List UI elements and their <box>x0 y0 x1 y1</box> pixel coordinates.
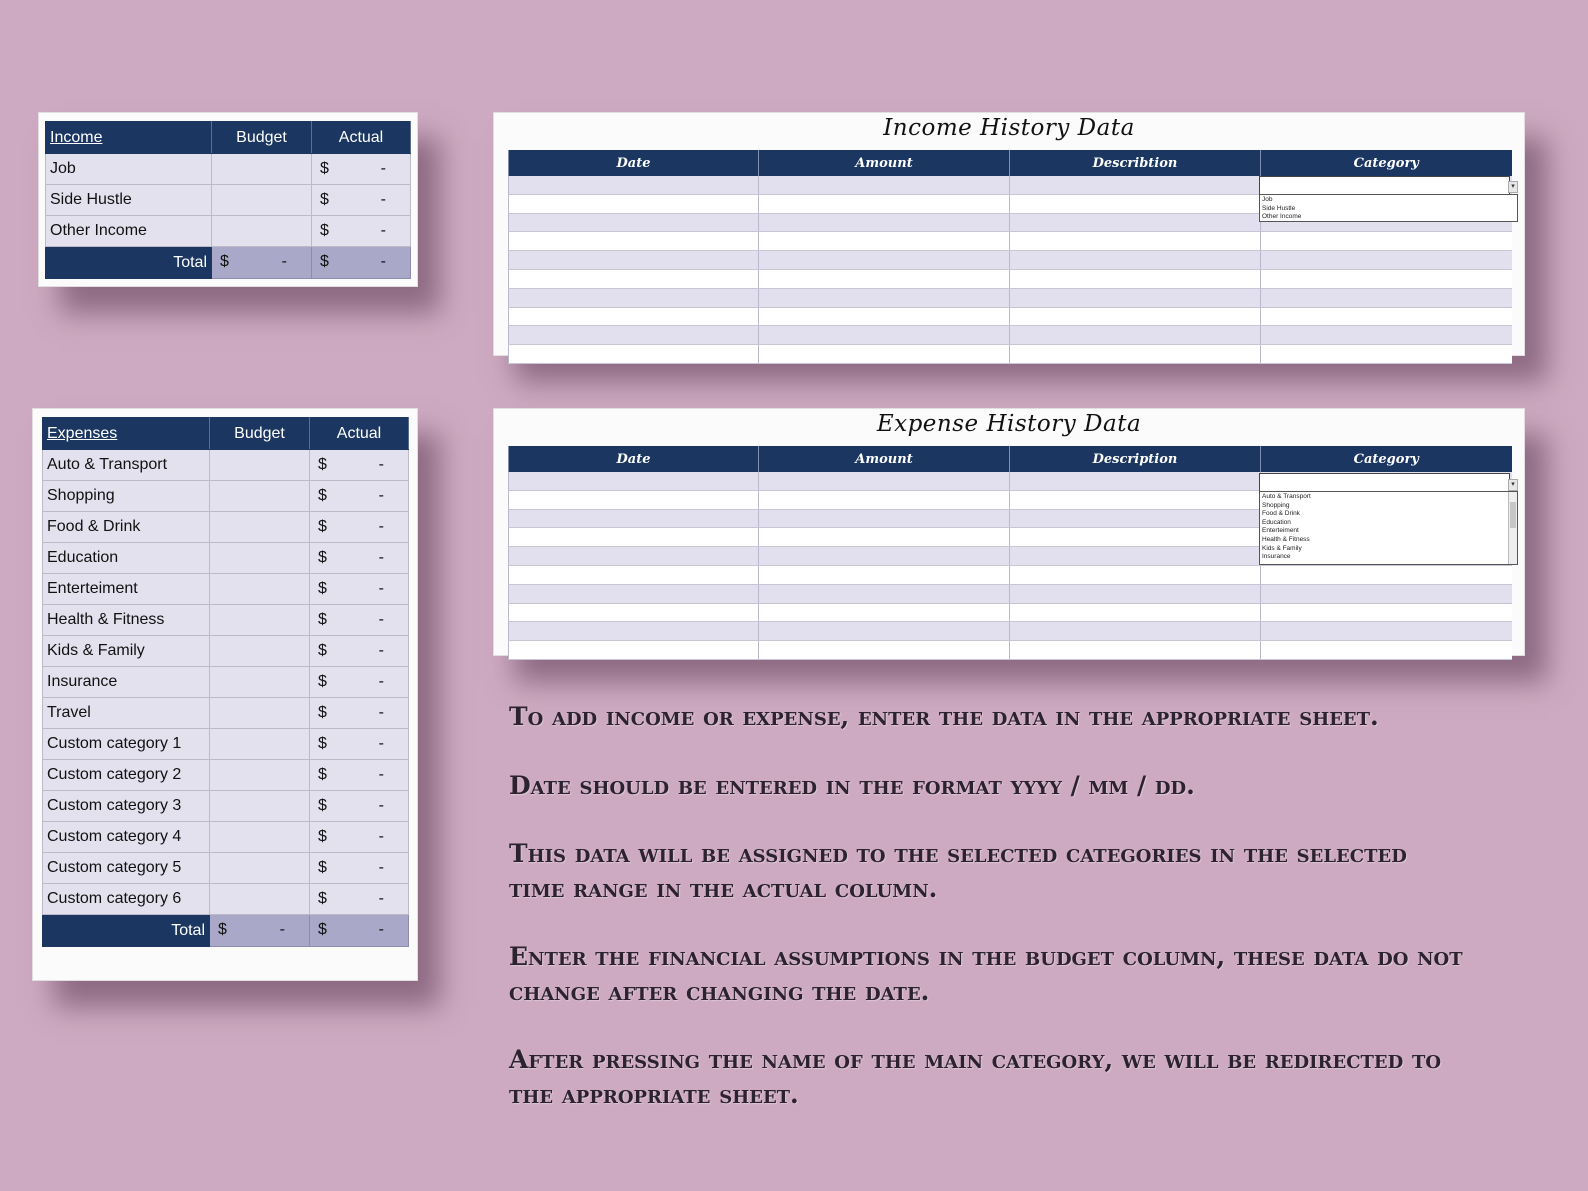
description-cell[interactable] <box>1010 603 1261 622</box>
date-cell[interactable] <box>509 251 759 270</box>
budget-cell[interactable] <box>212 154 312 185</box>
currency-symbol: $ <box>318 859 327 876</box>
category-name: Enterteiment <box>43 574 210 605</box>
expense-history-card <box>493 408 1525 656</box>
currency-symbol: $ <box>218 921 227 938</box>
dropdown-option[interactable]: Other Income <box>1262 213 1302 221</box>
actual-cell <box>310 481 409 512</box>
date-cell[interactable] <box>509 345 759 364</box>
table-row <box>509 603 1512 622</box>
date-column-header: Date <box>509 446 759 472</box>
table-row <box>43 512 409 543</box>
table-row <box>43 481 409 512</box>
category-name: Job <box>46 154 212 185</box>
amount-cell[interactable] <box>759 307 1010 326</box>
category-select-cell[interactable] <box>1259 473 1510 492</box>
category-name: Food & Drink <box>43 512 210 543</box>
date-cell[interactable] <box>509 307 759 326</box>
income-category-link[interactable]: Income <box>46 122 212 154</box>
amount-cell[interactable] <box>759 565 1010 584</box>
actual-cell <box>310 760 409 791</box>
chevron-down-icon[interactable]: ▾ <box>1508 181 1518 193</box>
table-row <box>46 154 411 185</box>
actual-cell <box>310 791 409 822</box>
category-name: Travel <box>43 698 210 729</box>
actual-value: - <box>380 160 386 177</box>
date-cell[interactable] <box>509 326 759 345</box>
category-name: Custom category 4 <box>43 822 210 853</box>
actual-value: - <box>378 766 384 783</box>
income-summary-card <box>38 112 418 287</box>
dropdown-option[interactable]: Auto & Transport <box>1262 493 1311 500</box>
description-cell[interactable] <box>1010 194 1261 213</box>
dropdown-option[interactable]: Insurance <box>1262 553 1291 561</box>
amount-cell[interactable] <box>759 584 1010 603</box>
dropdown-option[interactable]: Food & Drink <box>1262 510 1300 518</box>
income-history-title: Income History Data <box>883 115 1135 141</box>
budget-cell[interactable] <box>210 791 310 822</box>
date-cell[interactable] <box>509 584 759 603</box>
actual-cell <box>312 216 411 247</box>
table-row <box>46 216 411 247</box>
description-cell[interactable] <box>1010 176 1261 194</box>
total-budget-value: - <box>279 921 285 938</box>
amount-cell[interactable] <box>759 194 1010 213</box>
description-cell[interactable] <box>1010 288 1261 307</box>
table-row <box>43 729 409 760</box>
actual-value: - <box>378 611 384 628</box>
dropdown-option[interactable]: Shopping <box>1262 501 1290 509</box>
table-row <box>43 636 409 667</box>
currency-symbol: $ <box>320 160 329 177</box>
amount-cell[interactable] <box>759 490 1010 509</box>
date-cell[interactable] <box>509 176 759 194</box>
date-cell[interactable] <box>509 622 759 641</box>
amount-cell[interactable] <box>759 547 1010 566</box>
date-cell[interactable] <box>509 547 759 566</box>
actual-value: - <box>378 549 384 566</box>
dropdown-option[interactable]: Kids & Family <box>1262 544 1302 552</box>
amount-cell[interactable] <box>759 622 1010 641</box>
currency-symbol: $ <box>318 611 327 628</box>
date-cell[interactable] <box>509 232 759 251</box>
date-cell[interactable] <box>509 194 759 213</box>
actual-cell <box>310 574 409 605</box>
currency-symbol: $ <box>318 487 327 504</box>
dropdown-option[interactable]: Job <box>1262 196 1273 203</box>
actual-value: - <box>378 487 384 504</box>
category-cell[interactable] <box>1261 345 1512 364</box>
table-row <box>509 345 1512 364</box>
actual-cell <box>310 822 409 853</box>
currency-symbol: $ <box>318 518 327 535</box>
expense-summary-table <box>42 417 409 947</box>
total-row <box>43 915 409 947</box>
description-cell[interactable] <box>1010 641 1261 660</box>
currency-symbol: $ <box>318 797 327 814</box>
description-cell[interactable] <box>1010 213 1261 232</box>
budget-cell[interactable] <box>210 853 310 884</box>
instruction-text: To add income or expense, enter the data in the appropriate sheet. <box>509 702 1379 731</box>
category-name: Custom category 6 <box>43 884 210 915</box>
actual-cell <box>310 605 409 636</box>
table-row <box>43 822 409 853</box>
description-cell[interactable] <box>1010 528 1261 547</box>
total-row <box>46 247 411 279</box>
table-row <box>43 853 409 884</box>
expenses-category-link[interactable]: Expenses <box>43 418 210 450</box>
category-cell[interactable] <box>1261 307 1512 326</box>
category-name: Auto & Transport <box>43 450 210 481</box>
currency-symbol: $ <box>318 549 327 566</box>
description-column-header: Description <box>1010 446 1261 472</box>
expense-summary-card <box>32 408 418 981</box>
amount-cell[interactable] <box>759 176 1010 194</box>
actual-cell <box>310 667 409 698</box>
budget-cell[interactable] <box>212 216 312 247</box>
category-name: Custom category 3 <box>43 791 210 822</box>
category-cell[interactable] <box>1261 584 1512 603</box>
amount-column-header: Amount <box>759 446 1010 472</box>
currency-symbol: $ <box>318 766 327 783</box>
amount-cell[interactable] <box>759 528 1010 547</box>
currency-symbol: $ <box>220 253 229 270</box>
currency-symbol: $ <box>320 222 329 239</box>
table-row <box>43 605 409 636</box>
amount-cell[interactable] <box>759 509 1010 528</box>
category-name: Shopping <box>43 481 210 512</box>
category-cell[interactable] <box>1261 251 1512 270</box>
amount-cell[interactable] <box>759 232 1010 251</box>
actual-cell <box>310 450 409 481</box>
description-cell[interactable] <box>1010 307 1261 326</box>
currency-symbol: $ <box>318 735 327 752</box>
description-cell[interactable] <box>1010 565 1261 584</box>
amount-cell[interactable] <box>759 288 1010 307</box>
table-row <box>43 667 409 698</box>
category-name: Health & Fitness <box>43 605 210 636</box>
budget-cell[interactable] <box>210 729 310 760</box>
actual-value: - <box>380 191 386 208</box>
actual-value: - <box>378 828 384 845</box>
description-cell[interactable] <box>1010 472 1261 490</box>
category-name: Kids & Family <box>43 636 210 667</box>
actual-cell <box>312 154 411 185</box>
category-name: Insurance <box>43 667 210 698</box>
instructions <box>509 700 1469 1146</box>
table-row <box>43 760 409 791</box>
total-actual-value: - <box>378 921 384 938</box>
date-cell[interactable] <box>509 213 759 232</box>
table-row <box>509 326 1512 345</box>
amount-cell[interactable] <box>759 269 1010 288</box>
total-label: Total <box>46 247 212 279</box>
currency-symbol: $ <box>318 890 327 907</box>
budget-cell[interactable] <box>210 884 310 915</box>
income-category-dropdown[interactable] <box>1259 194 1518 222</box>
category-column-header: Category <box>1261 446 1512 472</box>
budget-cell[interactable] <box>210 822 310 853</box>
description-cell[interactable] <box>1010 345 1261 364</box>
amount-cell[interactable] <box>759 472 1010 490</box>
total-actual-value: - <box>380 253 386 270</box>
table-row <box>509 232 1512 251</box>
table-row <box>509 641 1512 660</box>
budget-column-header: Budget <box>212 122 312 154</box>
date-cell[interactable] <box>509 528 759 547</box>
budget-cell[interactable] <box>210 512 310 543</box>
table-row <box>509 565 1512 584</box>
table-row <box>43 791 409 822</box>
category-name: Custom category 1 <box>43 729 210 760</box>
budget-column-header: Budget <box>210 418 310 450</box>
instruction-text: After pressing the name of the main category, we will be redirected to the appropriate sheet. <box>509 1045 1442 1109</box>
description-cell[interactable] <box>1010 509 1261 528</box>
description-cell[interactable] <box>1010 326 1261 345</box>
description-cell[interactable] <box>1010 490 1261 509</box>
total-label: Total <box>43 915 210 947</box>
description-cell[interactable] <box>1010 232 1261 251</box>
date-column-header: Date <box>509 150 759 176</box>
category-name: Other Income <box>46 216 212 247</box>
budget-cell[interactable] <box>210 481 310 512</box>
currency-symbol: $ <box>318 704 327 721</box>
total-actual <box>312 247 411 279</box>
actual-cell <box>310 512 409 543</box>
category-cell[interactable] <box>1261 288 1512 307</box>
table-row <box>43 698 409 729</box>
description-cell[interactable] <box>1010 584 1261 603</box>
date-cell[interactable] <box>509 509 759 528</box>
actual-value: - <box>378 735 384 752</box>
instruction-text: This data will be assigned to the selected categories in the selected time range in the actual column. <box>509 839 1407 903</box>
dropdown-option[interactable]: Side Hustle <box>1262 204 1296 212</box>
actual-value: - <box>378 890 384 907</box>
actual-value: - <box>378 673 384 690</box>
date-cell[interactable] <box>509 472 759 490</box>
category-cell[interactable] <box>1261 565 1512 584</box>
expense-history-title: Expense History Data <box>876 411 1142 437</box>
currency-symbol: $ <box>320 191 329 208</box>
actual-value: - <box>380 222 386 239</box>
table-row <box>43 450 409 481</box>
table-row <box>509 584 1512 603</box>
total-actual <box>310 915 409 947</box>
date-cell[interactable] <box>509 565 759 584</box>
date-cell[interactable] <box>509 490 759 509</box>
amount-cell[interactable] <box>759 326 1010 345</box>
category-cell[interactable] <box>1261 232 1512 251</box>
actual-value: - <box>378 642 384 659</box>
budget-cell[interactable] <box>210 636 310 667</box>
actual-cell <box>310 636 409 667</box>
date-cell[interactable] <box>509 603 759 622</box>
income-summary-table <box>45 121 411 279</box>
amount-cell[interactable] <box>759 213 1010 232</box>
actual-value: - <box>378 456 384 473</box>
dropdown-option[interactable]: Enterteiment <box>1262 527 1299 535</box>
date-cell[interactable] <box>509 288 759 307</box>
currency-symbol: $ <box>318 580 327 597</box>
budget-cell[interactable] <box>210 605 310 636</box>
instruction-text: Date should be entered in the format yyyy / mm / dd. <box>509 770 1195 800</box>
budget-cell[interactable] <box>210 574 310 605</box>
description-cell[interactable] <box>1010 251 1261 270</box>
total-budget <box>212 247 312 279</box>
category-cell[interactable] <box>1261 269 1512 288</box>
budget-cell[interactable] <box>210 760 310 791</box>
total-budget-value: - <box>281 253 287 270</box>
actual-cell <box>310 729 409 760</box>
expense-category-dropdown[interactable] <box>1259 491 1518 565</box>
category-cell[interactable] <box>1261 622 1512 641</box>
budget-cell[interactable] <box>210 543 310 574</box>
date-cell[interactable] <box>509 641 759 660</box>
table-row <box>509 307 1512 326</box>
category-cell[interactable] <box>1261 603 1512 622</box>
category-name: Side Hustle <box>46 185 212 216</box>
amount-column-header: Amount <box>759 150 1010 176</box>
dropdown-scrollbar[interactable] <box>1508 492 1517 564</box>
table-row <box>509 269 1512 288</box>
category-name: Custom category 5 <box>43 853 210 884</box>
budget-cell[interactable] <box>210 667 310 698</box>
actual-value: - <box>378 704 384 721</box>
currency-symbol: $ <box>318 828 327 845</box>
actual-cell <box>310 543 409 574</box>
description-cell[interactable] <box>1010 622 1261 641</box>
currency-symbol: $ <box>318 921 327 938</box>
income-history-card <box>493 112 1525 356</box>
description-column-header: Describtion <box>1010 150 1261 176</box>
category-select-cell[interactable] <box>1259 176 1510 195</box>
category-column-header: Category <box>1261 150 1512 176</box>
actual-cell <box>310 884 409 915</box>
amount-cell[interactable] <box>759 251 1010 270</box>
dropdown-option[interactable]: Health & Fitness <box>1262 535 1310 543</box>
currency-symbol: $ <box>318 642 327 659</box>
amount-cell[interactable] <box>759 345 1010 364</box>
category-cell[interactable] <box>1261 326 1512 345</box>
actual-cell <box>310 698 409 729</box>
instruction-text: Enter the financial assumptions in the budget column, these data do not change after changing the date. <box>509 942 1463 1006</box>
currency-symbol: $ <box>320 253 329 270</box>
table-row <box>509 622 1512 641</box>
amount-cell[interactable] <box>759 641 1010 660</box>
table-row <box>509 251 1512 270</box>
actual-column-header: Actual <box>310 418 409 450</box>
dropdown-option[interactable]: Education <box>1262 518 1291 526</box>
table-row <box>43 884 409 915</box>
currency-symbol: $ <box>318 456 327 473</box>
actual-value: - <box>378 859 384 876</box>
category-name: Education <box>43 543 210 574</box>
scrollbar-thumb[interactable] <box>1510 502 1516 528</box>
description-cell[interactable] <box>1010 547 1261 566</box>
actual-value: - <box>378 518 384 535</box>
category-name: Custom category 2 <box>43 760 210 791</box>
table-row <box>43 574 409 605</box>
table-row <box>46 185 411 216</box>
budget-cell[interactable] <box>212 185 312 216</box>
actual-cell <box>312 185 411 216</box>
date-cell[interactable] <box>509 269 759 288</box>
actual-cell <box>310 853 409 884</box>
description-cell[interactable] <box>1010 269 1261 288</box>
budget-cell[interactable] <box>210 698 310 729</box>
chevron-down-icon[interactable]: ▾ <box>1508 479 1518 491</box>
table-row <box>509 288 1512 307</box>
currency-symbol: $ <box>318 673 327 690</box>
actual-value: - <box>378 580 384 597</box>
table-row <box>43 543 409 574</box>
amount-cell[interactable] <box>759 603 1010 622</box>
budget-cell[interactable] <box>210 450 310 481</box>
actual-column-header: Actual <box>312 122 411 154</box>
actual-value: - <box>378 797 384 814</box>
total-budget <box>210 915 310 947</box>
category-cell[interactable] <box>1261 641 1512 660</box>
